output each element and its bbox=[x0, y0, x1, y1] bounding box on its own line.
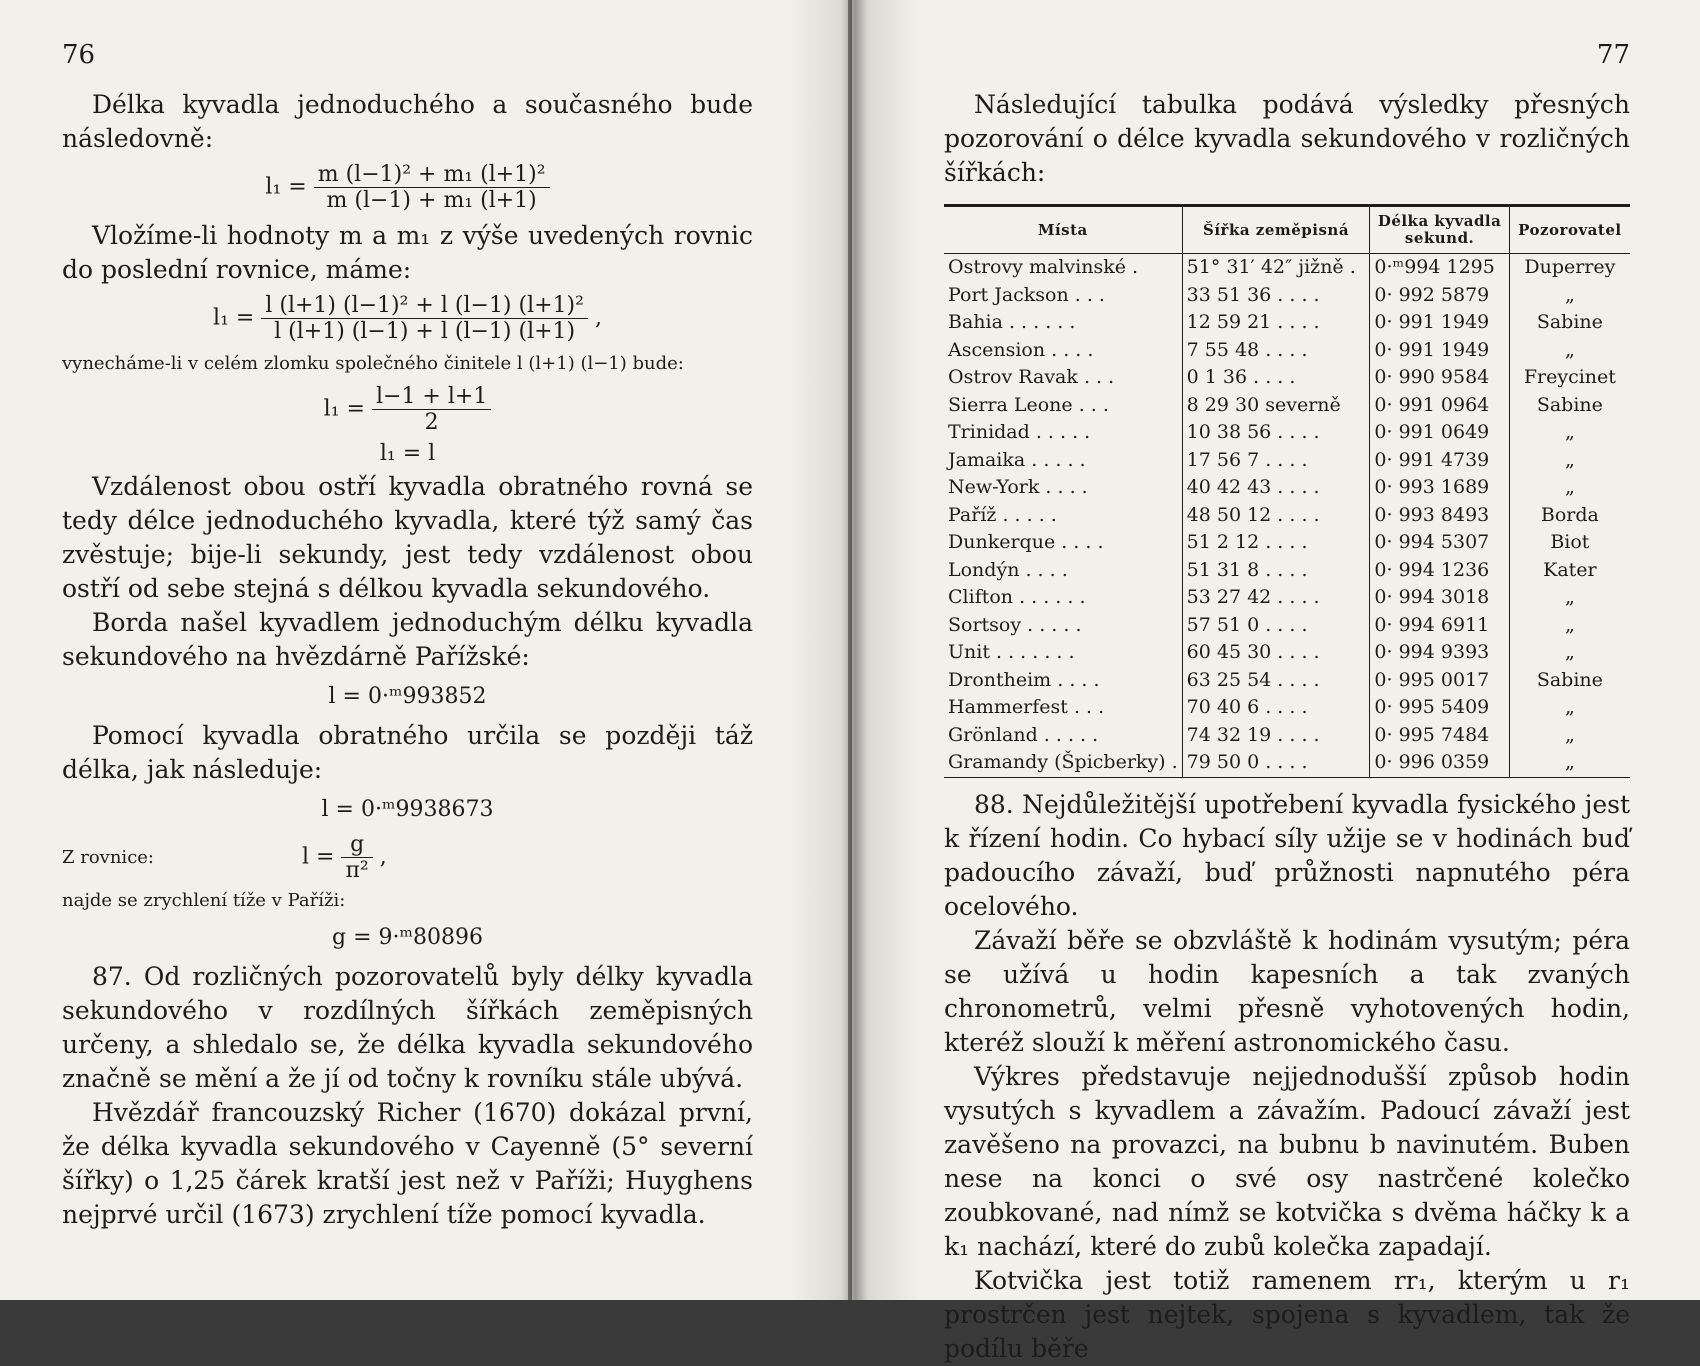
table-cell-lat: 57 51 0 . . . . bbox=[1182, 612, 1370, 640]
table-row bbox=[944, 639, 1630, 667]
column-header: Místa bbox=[944, 206, 1182, 254]
table-cell-obs: Kater bbox=[1509, 557, 1630, 585]
table-row bbox=[944, 502, 1630, 530]
table-cell-lat: 0 1 36 . . . . bbox=[1182, 364, 1370, 392]
table-cell-obs: „ bbox=[1509, 639, 1630, 667]
table-cell-obs: „ bbox=[1509, 749, 1630, 777]
table-row bbox=[944, 392, 1630, 420]
formula-lhs: l₁ = bbox=[213, 305, 255, 331]
table-cell-len: 0· 993 1689 bbox=[1370, 474, 1509, 502]
paragraph: Následující tabulka podává výsledky přesných pozorování o délce kyvadla sekundového v rozličných šířkách: bbox=[944, 90, 1630, 187]
table-cell-lat: 60 45 30 . . . . bbox=[1182, 639, 1370, 667]
table-cell-place: Londýn . . . . bbox=[948, 558, 1068, 581]
table-cell-len: 0· 991 1949 bbox=[1370, 337, 1509, 365]
right-page bbox=[852, 0, 1700, 1363]
fraction bbox=[341, 832, 372, 883]
table-cell-lat: 8 29 30 severně bbox=[1182, 392, 1370, 420]
equation: l = 0·ᵐ993852 bbox=[328, 684, 487, 709]
table-cell-lat: 79 50 0 . . . . bbox=[1182, 749, 1370, 777]
equation: l₁ = l bbox=[379, 441, 436, 466]
table-cell-obs: Sabine bbox=[1509, 392, 1630, 420]
table-cell-lat: 53 27 42 . . . . bbox=[1182, 584, 1370, 612]
table-row bbox=[944, 612, 1630, 640]
table-row bbox=[944, 584, 1630, 612]
formula-row bbox=[62, 832, 753, 883]
table-body bbox=[944, 254, 1630, 778]
table-cell-place: Sierra Leone . . . bbox=[948, 393, 1109, 416]
table-cell-len: 0· 991 1949 bbox=[1370, 309, 1509, 337]
table-row bbox=[944, 282, 1630, 310]
table-cell-lat: 51° 31′ 42″ jižně . bbox=[1182, 254, 1370, 282]
fraction bbox=[314, 162, 550, 213]
paragraph-small: najde se zrychlení tíže v Paříži: bbox=[62, 890, 346, 911]
table-cell-len: 0· 990 9584 bbox=[1370, 364, 1509, 392]
table-cell-lat: 51 2 12 . . . . bbox=[1182, 529, 1370, 557]
table-cell-lat: 63 25 54 . . . . bbox=[1182, 667, 1370, 695]
table-cell-obs: „ bbox=[1509, 612, 1630, 640]
table-cell-len: 0·ᵐ994 1295 bbox=[1370, 254, 1509, 282]
formula-lhs: l₁ = bbox=[323, 396, 365, 422]
table-cell-lat: 70 40 6 . . . . bbox=[1182, 694, 1370, 722]
column-header: Šířka zeměpisná bbox=[1182, 206, 1370, 254]
table-cell-place: Hammerfest . . . bbox=[948, 696, 1105, 718]
table-cell-place: Unit . . . . . . . bbox=[948, 641, 1075, 663]
table-cell-len: 0· 994 1236 bbox=[1370, 557, 1509, 585]
table-cell-place: Sortsoy . . . . . bbox=[948, 613, 1082, 636]
formula-tail: , bbox=[379, 844, 387, 870]
table-row bbox=[944, 749, 1630, 777]
table-cell-len: 0· 993 8493 bbox=[1370, 502, 1509, 530]
table-cell-lat: 74 32 19 . . . . bbox=[1182, 722, 1370, 750]
formula bbox=[62, 384, 753, 435]
table-cell-len: 0· 991 0649 bbox=[1370, 419, 1509, 447]
table-row bbox=[944, 557, 1630, 585]
table-cell-obs: „ bbox=[1509, 694, 1630, 722]
numerator: l (l+1) (l−1)² + l (l−1) (l+1)² bbox=[261, 293, 588, 319]
denominator: m (l−1) + m₁ (l+1) bbox=[326, 188, 537, 213]
paragraph: 88. Nejdůležitější upotřebení kyvadla fysického jest k řízení hodin. Co hybací síly užije se v hodinách buď padoucího závaží, buď průžnosti napnutého péra ocelového. bbox=[944, 789, 1630, 921]
table-cell-obs: Duperrey bbox=[1509, 254, 1630, 282]
table-cell-place: Ostrov Ravak . . . bbox=[948, 366, 1115, 388]
table-cell-place: Dunkerque . . . . bbox=[948, 531, 1104, 553]
table-cell-place: Ascension . . . . bbox=[948, 338, 1094, 361]
table-cell-obs: Sabine bbox=[1509, 309, 1630, 337]
table-cell-len: 0· 991 4739 bbox=[1370, 447, 1509, 475]
table-cell-obs: Sabine bbox=[1509, 667, 1630, 695]
paragraph: Hvězdář francouzský Richer (1670) dokázal první, že délka kyvadla sekundového v Cayenně (5° severní šířky) o 1,25 čárek kratší jest než v Paříži; Huyghens nejprvé určil (1673) zrychlení tíže pomocí kyvadla. bbox=[62, 1098, 753, 1229]
table-row bbox=[944, 667, 1630, 695]
table-cell-place: Ostrovy malvinské . bbox=[948, 256, 1139, 278]
table-cell-place: Bahia . . . . . . bbox=[948, 311, 1076, 333]
table-cell-len: 0· 994 9393 bbox=[1370, 639, 1509, 667]
table-cell-obs: „ bbox=[1509, 337, 1630, 365]
table-cell-obs: „ bbox=[1509, 419, 1630, 447]
page-number-left: 76 bbox=[62, 40, 96, 70]
table-cell-len: 0· 994 3018 bbox=[1370, 584, 1509, 612]
table-cell-lat: 12 59 21 . . . . bbox=[1182, 309, 1370, 337]
formula bbox=[302, 832, 387, 883]
table-row bbox=[944, 474, 1630, 502]
equation: l = 0·ᵐ9938673 bbox=[321, 797, 494, 822]
paragraph: Pomocí kyvadla obratného určila se později táž délka, jak následuje: bbox=[62, 721, 753, 784]
formula-label: Z rovnice: bbox=[62, 847, 154, 868]
table-cell-lat: 48 50 12 . . . . bbox=[1182, 502, 1370, 530]
denominator: 2 bbox=[424, 410, 439, 435]
table-cell-len: 0· 994 5307 bbox=[1370, 529, 1509, 557]
equation: g = 9·ᵐ80896 bbox=[332, 925, 483, 950]
table-cell-len: 0· 992 5879 bbox=[1370, 282, 1509, 310]
table-cell-lat: 51 31 8 . . . . bbox=[1182, 557, 1370, 585]
table-cell-len: 0· 991 0964 bbox=[1370, 392, 1509, 420]
table-cell-lat: 17 56 7 . . . . bbox=[1182, 447, 1370, 475]
table-cell-len: 0· 995 5409 bbox=[1370, 694, 1509, 722]
table-cell-place: Drontheim . . . . bbox=[948, 668, 1100, 691]
table-row bbox=[944, 337, 1630, 365]
table-cell-len: 0· 995 0017 bbox=[1370, 667, 1509, 695]
denominator: l (l+1) (l−1) + l (l−1) (l+1) bbox=[274, 319, 576, 344]
table-cell-obs: „ bbox=[1509, 447, 1630, 475]
numerator: m (l−1)² + m₁ (l+1)² bbox=[314, 162, 550, 188]
formula bbox=[62, 162, 753, 213]
paragraph-small: vynecháme-li v celém zlomku společného činitele l (l+1) (l−1) bude: bbox=[62, 353, 684, 374]
paragraph: Závaží běře se obzvláště k hodinám vysutým; péra se užívá u hodin kapesních a tak zvaných chronometrů, velmi přesně vyhotovených hodin, kteréž slouží k měření astronomického času. bbox=[944, 925, 1630, 1057]
page-number-right: 77 bbox=[1596, 40, 1630, 70]
table-row bbox=[944, 254, 1630, 282]
table-cell-place: Grönland . . . . . bbox=[948, 723, 1099, 746]
fraction bbox=[372, 384, 491, 435]
table-row bbox=[944, 309, 1630, 337]
fraction bbox=[261, 293, 588, 344]
table-cell-len: 0· 996 0359 bbox=[1370, 749, 1509, 777]
table-row bbox=[944, 364, 1630, 392]
formula-lhs: l = bbox=[302, 844, 335, 870]
numerator: l−1 + l+1 bbox=[372, 384, 491, 410]
column-header: Pozorovatel bbox=[1509, 206, 1630, 254]
formula-lhs: l₁ = bbox=[265, 174, 307, 200]
paragraph: Kotvička jest totiž ramenem rr₁, kterým u r₁ prostrčen jest nejtek, spojena s kyvadlem, tak že podílu běře bbox=[944, 1265, 1630, 1363]
table-row bbox=[944, 722, 1630, 750]
table-cell-obs: Biot bbox=[1509, 529, 1630, 557]
table-row bbox=[944, 447, 1630, 475]
paragraph: Vložíme-li hodnoty m a m₁ z výše uvedených rovnic do poslední rovnice, máme: bbox=[62, 221, 753, 284]
table-cell-obs: Freycinet bbox=[1509, 364, 1630, 392]
left-page bbox=[0, 0, 848, 1300]
table-cell-place: Port Jackson . . . bbox=[948, 283, 1105, 306]
table-cell-obs: „ bbox=[1509, 474, 1630, 502]
numerator: g bbox=[341, 832, 372, 858]
table-cell-lat: 33 51 36 . . . . bbox=[1182, 282, 1370, 310]
table-cell-place: Gramandy (Špicberky) . bbox=[944, 749, 1182, 777]
table-cell-place: Jamaika . . . . . bbox=[948, 448, 1086, 471]
table-cell-lat: 40 42 43 . . . . bbox=[1182, 474, 1370, 502]
table-cell-place: Trinidad . . . . . bbox=[948, 421, 1091, 443]
table-header-row bbox=[944, 206, 1630, 254]
table-cell-lat: 10 38 56 . . . . bbox=[1182, 419, 1370, 447]
table-cell-place: New-York . . . . bbox=[948, 476, 1088, 498]
paragraph: Výkres představuje nejjednodušší způsob hodin vysutých s kyvadlem a závažím. Padoucí závaží jest zavěšeno na provazci, na bubnu b navinutém. Buben nese na konci o své osy nastrčené kolečko zoubkované, nad nímž se kotvička s dvěma háčky k a k₁ nachází, které do zubů kolečka zapadají. bbox=[944, 1061, 1630, 1261]
paragraph: Vzdálenost obou ostří kyvadla obratného rovná se tedy délce jednoduchého kyvadla, které týž samý čas zvěstuje; bije-li sekundy, jest tedy vzdálenost obou ostří od sebe stejná s délkou kyvadla sekundového. bbox=[62, 472, 753, 603]
paragraph: Délka kyvadla jednoduchého a současného bude následovně: bbox=[62, 90, 753, 153]
denominator: π² bbox=[345, 858, 369, 883]
table-cell-obs: „ bbox=[1509, 722, 1630, 750]
table-cell-obs: „ bbox=[1509, 584, 1630, 612]
table-cell-obs: „ bbox=[1509, 282, 1630, 310]
table-row bbox=[944, 419, 1630, 447]
table-cell-lat: 7 55 48 . . . . bbox=[1182, 337, 1370, 365]
table-cell-len: 0· 994 6911 bbox=[1370, 612, 1509, 640]
table-row bbox=[944, 529, 1630, 557]
column-header: Délka kyvadla sekund. bbox=[1370, 206, 1509, 254]
paragraph: Borda našel kyvadlem jednoduchým délku kyvadla sekundového na hvězdárně Pařížské: bbox=[62, 608, 753, 671]
table-cell-place: Paříž . . . . . bbox=[948, 503, 1057, 526]
table-cell-obs: Borda bbox=[1509, 502, 1630, 530]
pendulum-table bbox=[944, 204, 1630, 778]
formula bbox=[62, 293, 753, 344]
table-row bbox=[944, 694, 1630, 722]
paragraph: 87. Od rozličných pozorovatelů byly délky kyvadla sekundového v rozdílných šířkách zeměpisných určeny, a shledalo se, že délka kyvadla sekundového značně se mění a že jí od točny k rovníku stále ubývá. bbox=[62, 962, 753, 1093]
table-cell-len: 0· 995 7484 bbox=[1370, 722, 1509, 750]
table-cell-place: Clifton . . . . . . bbox=[948, 586, 1086, 608]
formula-tail: , bbox=[594, 305, 602, 331]
